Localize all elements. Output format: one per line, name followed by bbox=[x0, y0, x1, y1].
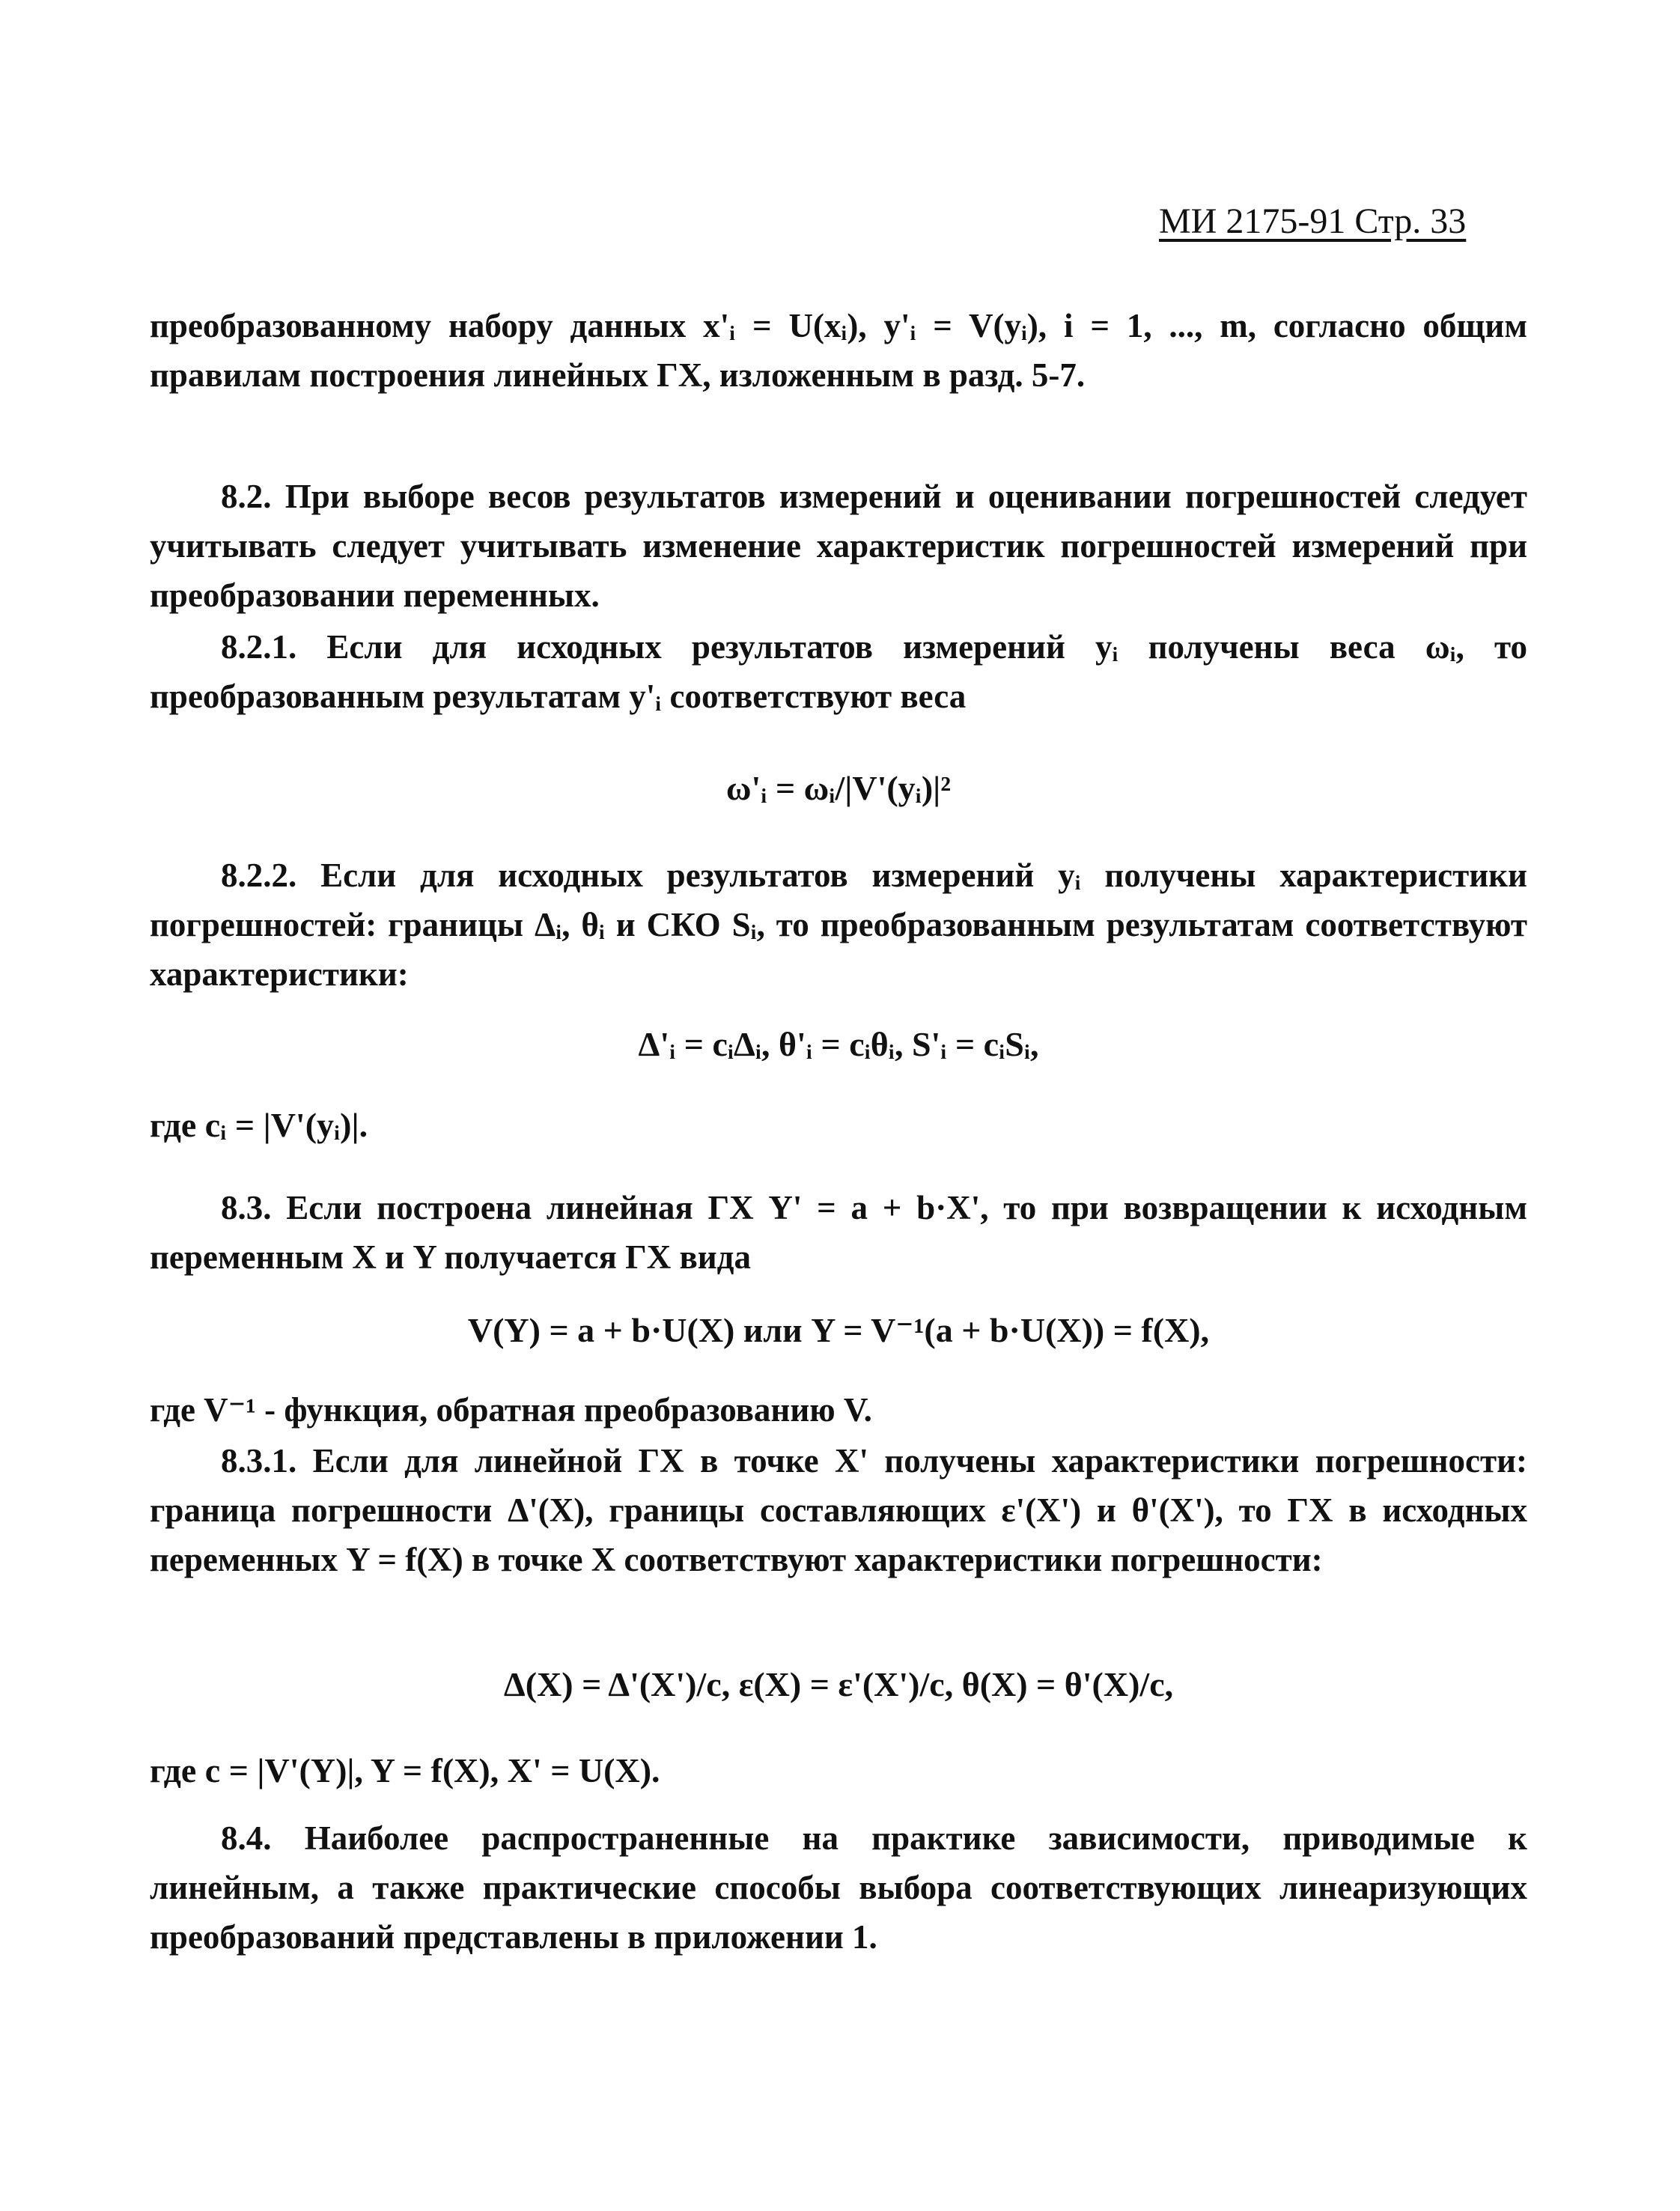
formula-original-errors: Δ(X) = Δ'(X')/c, ε(X) = ε'(X')/c, θ(X) = θ'(X)/c, bbox=[503, 1665, 1174, 1703]
page-header: МИ 2175-91 Стр. 33 bbox=[1159, 201, 1467, 241]
formula-weights: ω'ᵢ = ωᵢ/|V'(yᵢ)|² bbox=[725, 769, 952, 807]
paragraph-8-3-1: 8.3.1. Если для линейной ГХ в точке X' получены характеристики погрешности: граница погрешности Δ'(X), границы составляющих ε'(X') и θ'(X'), то ГХ в исходных переменных Y = f(X) в точке X соответствуют характеристики погрешности: bbox=[150, 1442, 1527, 1578]
paragraph-8-3: 8.3. Если построена линейная ГХ Y' = a + b·X', то при возвращении к исходным переменным X и Y получается ГХ вида bbox=[150, 1189, 1527, 1276]
formula-inverse-transform: V(Y) = a + b·U(X) или Y = V⁻¹(a + b·U(X)) = f(X), bbox=[467, 1311, 1210, 1349]
formula-error-characteristics: Δ'ᵢ = cᵢΔᵢ, θ'ᵢ = cᵢθᵢ, S'ᵢ = cᵢSᵢ, bbox=[638, 1025, 1039, 1063]
formula-c-definition: где c = |V'(Y)|, Y = f(X), X' = U(X). bbox=[150, 1751, 660, 1789]
paragraph-8-2: 8.2. При выборе весов результатов измерений и оценивании погрешностей следует учитывать следует учитывать изменение характеристик погрешностей измерений при преобразовании переменных. bbox=[150, 478, 1527, 614]
paragraph-continuation: преобразованному набору данных x'ᵢ = U(xᵢ), y'ᵢ = V(yᵢ), i = 1, ..., m, согласно общим правилам построения линейных ГХ, изложенным в разд. 5-7. bbox=[150, 307, 1527, 394]
formula-coefficient-definition: где cᵢ = |V'(yᵢ)|. bbox=[150, 1106, 368, 1144]
paragraph-8-2-2: 8.2.2. Если для исходных результатов измерений yᵢ получены характеристики погрешностей: границы Δᵢ, θᵢ и СКО Sᵢ, то преобразованным результатам соответствуют характеристики: bbox=[150, 857, 1527, 993]
paragraph-8-4: 8.4. Наиболее распространенные на практике зависимости, приводимые к линейным, а также практические способы выбора соответствующих линеаризующих преобразований представлены в приложении 1. bbox=[150, 1819, 1527, 1956]
paragraph-8-2-1: 8.2.1. Если для исходных результатов измерений yᵢ получены веса ωᵢ, то преобразованным результатам y'ᵢ соответствуют веса bbox=[150, 628, 1527, 715]
paragraph-inverse-definition: где V⁻¹ - функция, обратная преобразованию V. bbox=[150, 1391, 872, 1429]
